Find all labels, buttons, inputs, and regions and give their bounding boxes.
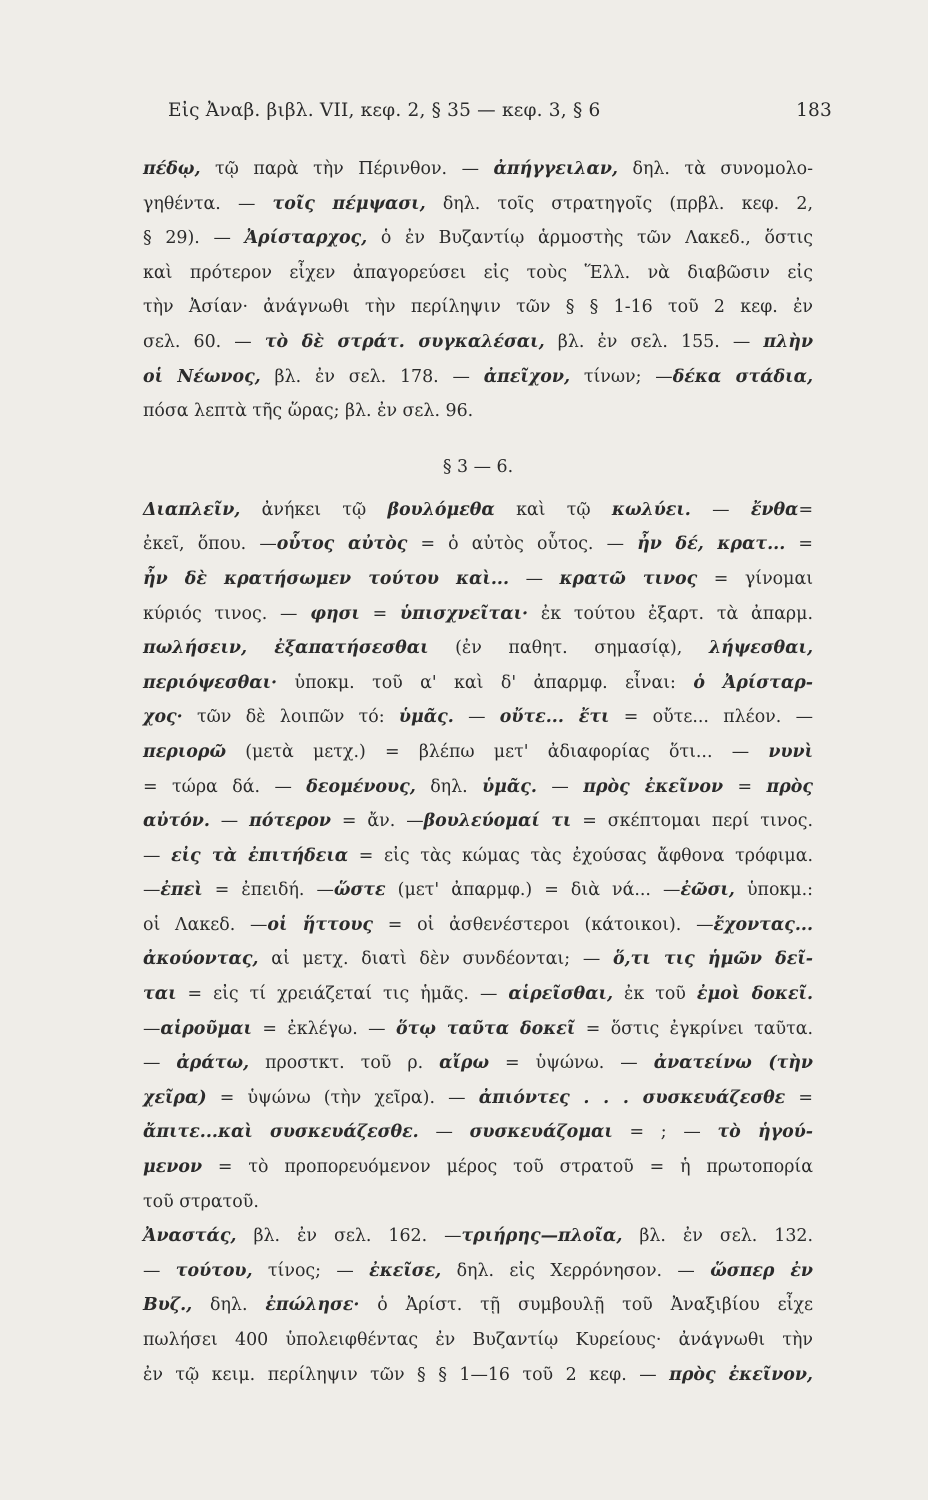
lemma: ἀπεῖχον, xyxy=(483,366,571,387)
gloss: ἐν τῷ κειμ. περίληψιν τῶν § § 1—16 τοῦ 2 κεφ. — xyxy=(143,1364,670,1385)
gloss: ὑποκμ. τοῦ α' καὶ δ' ἀπαρμφ. εἶναι: xyxy=(277,672,694,693)
lemma: χος· xyxy=(143,707,183,728)
gloss: αἱ μετχ. διατὶ δὲν συνδέονται; — xyxy=(258,949,613,970)
text-line xyxy=(143,942,813,977)
gloss: = ὑψώνω. — xyxy=(489,1053,654,1074)
lemma: οἱ ἥττους xyxy=(267,914,373,935)
text-line xyxy=(143,1150,813,1185)
gloss: — xyxy=(143,1260,176,1281)
gloss: = xyxy=(785,534,813,555)
lemma: Βυζ., xyxy=(143,1295,193,1316)
gloss: ἐκ τοῦ xyxy=(613,984,697,1005)
lemma: τριήρης—πλοῖα, xyxy=(461,1226,623,1247)
gloss: = ὑψώνω (τὴν χεῖρα). — xyxy=(206,1087,479,1108)
lemma: πρὸς xyxy=(766,776,813,797)
gloss: καὶ πρότερον εἶχεν ἀπαγορεύσει εἰς τοὺς Ἕλλ. νὰ διαβῶσιν εἰς xyxy=(143,262,813,283)
gloss: = ἄν. — xyxy=(330,811,424,832)
lemma: πλὴν xyxy=(763,331,814,352)
gloss: πόσα λεπτὰ τῆς ὥρας; βλ. ἐν σελ. 96. xyxy=(143,401,474,422)
gloss: οἱ Λακεδ. — xyxy=(143,914,268,935)
paragraph-block-1 xyxy=(143,152,813,429)
text-line xyxy=(143,1081,813,1116)
lemma: πρὸς ἐκεῖνον, xyxy=(669,1364,813,1385)
text-line xyxy=(143,908,813,943)
gloss: βλ. ἐν σελ. 132. xyxy=(622,1226,813,1247)
gloss: δηλ. τοῖς στρατηγοῖς (πρβλ. κεφ. 2, xyxy=(425,193,813,214)
lemma: πρὸς ἐκεῖνον xyxy=(583,776,724,797)
lemma: ἐπεὶ xyxy=(160,880,203,901)
gloss: δηλ. xyxy=(192,1295,266,1316)
gloss: = ὅστις ἐγκρίνει ταῦτα. xyxy=(575,1018,813,1039)
gloss: — xyxy=(509,568,560,589)
text-line xyxy=(143,666,813,701)
gloss: τῶν δὲ λοιπῶν τό: xyxy=(182,707,399,728)
lemma: χεῖρα) xyxy=(143,1087,207,1108)
lemma: ἔνθα xyxy=(750,499,799,520)
gloss: (ἐν παθητ. σημασίᾳ), xyxy=(428,638,709,659)
gloss: βλ. ἐν σελ. 178. — xyxy=(260,366,484,387)
lemma: περιορῶ xyxy=(143,741,227,762)
lemma: πέδῳ, xyxy=(143,159,201,179)
lemma: ὑμᾶς. xyxy=(398,707,454,728)
text-line xyxy=(143,1012,813,1047)
lemma: ἀνατείνω (τὴν xyxy=(653,1053,814,1074)
gloss: = σκέπτομαι περί τινος. xyxy=(571,811,814,832)
text-line xyxy=(143,770,813,805)
lemma: ὅτῳ ταῦτα δοκεῖ xyxy=(396,1018,576,1039)
gloss: βλ. ἐν σελ. 155. — xyxy=(544,331,764,352)
text-line xyxy=(143,1358,813,1393)
text-line xyxy=(143,804,813,839)
lemma: Διαπλεῖν, xyxy=(143,499,241,520)
gloss: τῷ παρὰ τὴν Πέρινθον. — xyxy=(200,159,494,179)
lemma: αὐτόν. xyxy=(143,811,210,832)
lemma: λήψεσθαι, xyxy=(708,638,813,659)
lemma: ἦν δέ, κρατ... xyxy=(637,534,786,555)
gloss: = xyxy=(359,603,401,624)
text-line xyxy=(143,735,813,770)
gloss: ὁ Ἀρίστ. τῇ συμβουλῇ τοῦ Ἀναξιβίου εἶχε xyxy=(359,1295,813,1316)
lemma: ἐῶσι, xyxy=(680,880,735,901)
text-line xyxy=(143,562,813,597)
gloss: — xyxy=(143,1018,161,1039)
section-heading: § 3 — 6. xyxy=(442,456,514,477)
gloss: ἐκεῖ, ὅπου. — xyxy=(143,534,277,555)
gloss: = xyxy=(798,499,814,520)
lemma: ὥσπερ ἐν xyxy=(710,1260,813,1281)
gloss: σελ. 60. — xyxy=(143,331,265,352)
gloss: δηλ. τὰ συνομολο- xyxy=(617,159,814,179)
lemma: ἔχοντας... xyxy=(713,914,814,935)
lemma: εἰς τὰ ἐπιτήδεια xyxy=(171,845,349,866)
gloss: — xyxy=(418,1122,470,1143)
lemma: ἐπώλησε· xyxy=(265,1295,360,1316)
commentary-text xyxy=(143,152,813,1392)
gloss: — xyxy=(143,1053,177,1074)
gloss: — xyxy=(536,776,584,797)
text-line xyxy=(143,187,813,222)
text-line xyxy=(143,597,813,632)
gloss: = εἰς τὰς κώμας τὰς ἐχούσας ἄφθονα τρόφιμα. xyxy=(348,845,813,866)
text-line xyxy=(143,1046,813,1081)
text-line xyxy=(143,1288,813,1323)
gloss: ἀνήκει τῷ xyxy=(240,499,388,520)
gloss: πωλήσει 400 ὑπολειφθέντας ἐν Βυζαντίῳ Κυρείους· ἀνάγνωθι τὴν xyxy=(143,1330,813,1350)
text-line xyxy=(143,700,813,735)
gloss: τοῦ στρατοῦ. xyxy=(143,1191,259,1212)
gloss: = εἰς τί χρειάζεταί τις ἡμᾶς. — xyxy=(176,984,509,1005)
gloss: (μετὰ μετχ.) = βλέπω μετ' ἀδιαφορίας ὅτι... — xyxy=(226,741,769,762)
text-line xyxy=(143,256,813,291)
gloss: — xyxy=(209,811,250,832)
lemma: τὸ ἡγού- xyxy=(717,1122,814,1143)
gloss: προστκτ. τοῦ ρ. xyxy=(249,1053,440,1074)
lemma: ὑμᾶς. xyxy=(482,776,537,797)
gloss: — xyxy=(690,499,751,520)
text-line xyxy=(143,493,813,528)
text-line xyxy=(143,221,813,256)
text-line xyxy=(143,977,813,1012)
text-line xyxy=(143,1115,813,1150)
gloss: (μετ' ἀπαρμφ.) = διὰ νά... — xyxy=(385,880,681,901)
lemma: τοῖς πέμψασι, xyxy=(272,193,426,214)
text-line xyxy=(143,1323,813,1358)
gloss: = γίνομαι xyxy=(697,568,814,589)
lemma: μενον xyxy=(143,1157,203,1178)
gloss: ὁ ἐν Βυζαντίῳ ἁρμοστὴς τῶν Λακεδ., ὅστις xyxy=(367,228,813,249)
gloss: δηλ. xyxy=(415,776,483,797)
text-line xyxy=(143,394,813,429)
gloss: § 29). — xyxy=(143,228,245,249)
lemma: περιόψεσθαι· xyxy=(143,672,278,693)
lemma: αἱροῦμαι xyxy=(160,1018,252,1039)
lemma: ὅ,τι τις ἡμῶν δεῖ- xyxy=(612,949,813,970)
gloss: τίνος; — xyxy=(252,1260,370,1281)
gloss: — xyxy=(143,880,161,901)
lemma: αἱρεῖσθαι, xyxy=(508,984,613,1005)
gloss: = xyxy=(723,776,767,797)
gloss: ὑποκμ.: xyxy=(734,880,813,901)
text-line xyxy=(143,290,813,325)
lemma: ἐμοὶ δοκεῖ. xyxy=(696,984,813,1005)
page-number: 183 xyxy=(796,100,832,121)
lemma: οὗτος αὐτὸς xyxy=(276,534,408,555)
lemma: τὸ δὲ στράτ. συγκαλέσαι, xyxy=(264,331,545,352)
text-line xyxy=(143,839,813,874)
gloss: ἐκ τούτου ἐξαρτ. τὰ ἀπαρμ. xyxy=(528,603,813,624)
lemma: ἐκεῖσε, xyxy=(369,1260,442,1281)
lemma: ἦν δὲ κρατήσωμεν τούτου καὶ... xyxy=(143,568,510,589)
gloss: = οἱ ἀσθενέστεροι (κάτοικοι). — xyxy=(372,914,714,935)
gloss: κύριός τινος. — xyxy=(143,603,311,624)
lemma: ἀπήγγειλαν, xyxy=(493,159,618,179)
gloss: = xyxy=(785,1087,813,1108)
lemma: νυνὶ xyxy=(768,741,813,762)
gloss: = ἐπειδή. — xyxy=(202,880,334,901)
lemma: βουλεύομαί τι xyxy=(423,811,572,832)
lemma: συσκευάζομαι xyxy=(469,1122,613,1143)
lemma: Ἀρίσταρχος, xyxy=(244,228,368,249)
lemma: οἱ Νέωνος, xyxy=(143,366,261,387)
lemma: δέκα στάδια, xyxy=(672,366,814,387)
text-line xyxy=(143,360,813,395)
lemma: αἴρω xyxy=(439,1053,490,1074)
gloss: = ; — xyxy=(612,1122,718,1143)
lemma: ὁ Ἀρίσταρ- xyxy=(693,672,813,693)
header-title: Εἰς Ἀναβ. βιβλ. VII, κεφ. 2, § 35 — κεφ. 3, § 6 xyxy=(168,100,601,121)
lemma: οὔτε... ἔτι xyxy=(499,707,610,728)
lemma: ἀπιόντες . . . συσκευάζεσθε xyxy=(478,1087,786,1108)
gloss: δηλ. εἰς Χερρόνησον. — xyxy=(441,1260,711,1281)
lemma: ὥστε xyxy=(333,880,386,901)
gloss: γηθέντα. — xyxy=(143,193,273,214)
gloss: — xyxy=(453,707,500,728)
lemma: πωλήσειν, ἐξαπατήσεσθαι xyxy=(143,638,429,659)
paragraph-block-2 xyxy=(143,493,813,1392)
text-line xyxy=(143,325,813,360)
text-line xyxy=(143,1185,813,1220)
lemma: ἀράτω, xyxy=(176,1053,250,1074)
gloss: = οὔτε... πλέον. — xyxy=(609,707,813,728)
text-line xyxy=(143,1219,813,1254)
text-line xyxy=(143,873,813,908)
lemma: ἀκούοντας, xyxy=(143,949,259,970)
gloss: = ὁ αὐτὸς οὗτος. — xyxy=(407,534,638,555)
gloss: τίνων; — xyxy=(570,366,673,387)
text-line xyxy=(143,1254,813,1289)
lemma: φησι xyxy=(310,603,360,624)
text-line xyxy=(143,152,813,187)
gloss: = τώρα δά. — xyxy=(143,776,307,797)
lemma: βουλόμεθα xyxy=(387,499,495,520)
gloss: — xyxy=(143,845,172,866)
lemma: κρατῶ τινος xyxy=(559,568,698,589)
text-line xyxy=(143,631,813,666)
gloss: = ἐκλέγω. — xyxy=(251,1018,397,1039)
lemma: ται xyxy=(143,984,177,1005)
gloss: τὴν Ἀσίαν· ἀνάγνωθι τὴν περίληψιν τῶν § § 1-16 τοῦ 2 κεφ. ἐν xyxy=(143,297,813,318)
lemma: τούτου, xyxy=(175,1260,253,1281)
lemma: ἄπιτε...καὶ συσκευάζεσθε. xyxy=(143,1122,419,1143)
lemma: Ἀναστάς, xyxy=(143,1226,237,1247)
lemma: κωλύει. xyxy=(611,499,691,520)
gloss: = τὸ προπορευόμενον μέρος τοῦ στρατοῦ = ἡ πρωτοπορία xyxy=(202,1157,813,1178)
lemma: δεομένους, xyxy=(306,776,416,797)
gloss: καὶ τῷ xyxy=(494,499,612,520)
lemma: πότερον xyxy=(249,811,331,832)
lemma: ὑπισχνεῖται· xyxy=(400,603,529,624)
text-line xyxy=(143,527,813,562)
gloss: βλ. ἐν σελ. 162. — xyxy=(236,1226,462,1247)
